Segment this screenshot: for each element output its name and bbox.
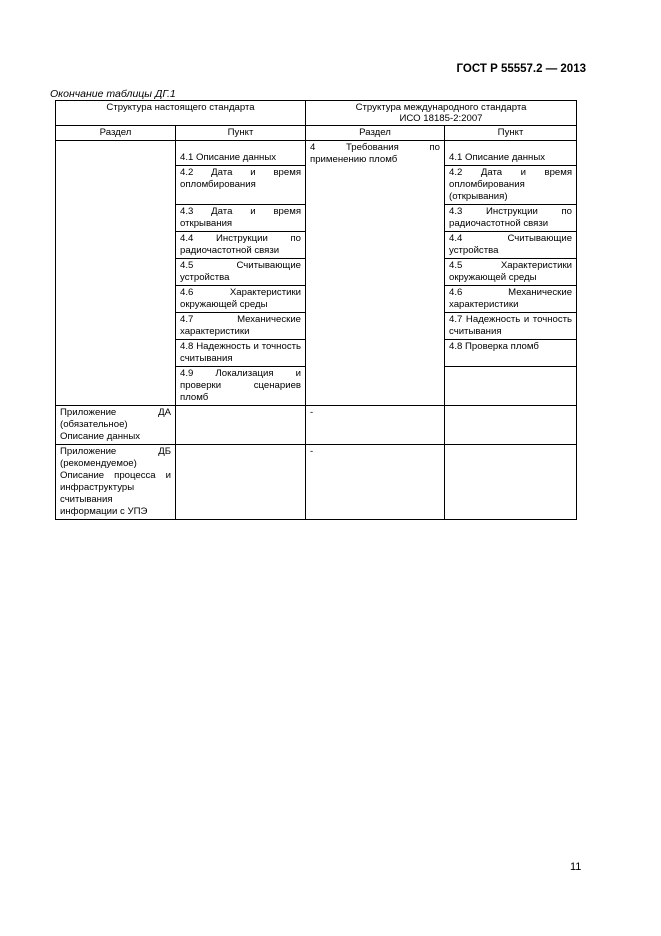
left-clause-4-8: 4.8 Надежность и точность считывания: [176, 340, 306, 367]
left-clause-4-6: 4.6 Характеристики окружающей среды: [176, 286, 306, 313]
annex-da-right-section: -: [306, 406, 445, 445]
clause-right-header: Пункт: [445, 126, 577, 141]
table-row: [56, 445, 577, 520]
table-caption: Окончание таблицы ДГ.1: [50, 88, 176, 100]
left-clause-4-7: 4.7 Механические характеристики: [176, 313, 306, 340]
annex-db-section: Приложение ДБ (рекомендуемое) Описание процесса и инфраструктуры считывания информации с УПЭ: [56, 445, 176, 520]
section-right-header: Раздел: [306, 126, 445, 141]
annex-da-clause-empty: [176, 406, 306, 445]
right-section-4: 4 Требования по применению пломб: [306, 141, 445, 406]
national-structure-header: Структура настоящего стандарта: [56, 101, 306, 126]
correspondence-table: [55, 100, 577, 520]
table-row: [56, 141, 577, 166]
left-clause-4-2: 4.2 Дата и время опломбирования: [176, 166, 306, 205]
right-clause-4-4: 4.4 Считывающие устройства: [445, 232, 577, 259]
right-clause-4-3: 4.3 Инструкции по радиочастотной связи: [445, 205, 577, 232]
left-clause-4-1: 4.1 Описание данных: [176, 141, 306, 166]
right-clause-4-8: 4.8 Проверка пломб: [445, 340, 577, 367]
right-clause-4-2: 4.2 Дата и время опломбирования (открывания): [445, 166, 577, 205]
page-number: 11: [570, 861, 582, 873]
right-clause-4-7: 4.7 Надежность и точность считывания: [445, 313, 577, 340]
annex-da-right-clause-empty: [445, 406, 577, 445]
annex-da-section: Приложение ДА (обязательное) Описание данных: [56, 406, 176, 445]
annex-db-right-clause-empty: [445, 445, 577, 520]
document-code: ГОСТ Р 55557.2 — 2013: [456, 63, 586, 75]
sub-header-row: [56, 126, 577, 141]
left-clause-4-3: 4.3 Дата и время открывания: [176, 205, 306, 232]
annex-db-clause-empty: [176, 445, 306, 520]
left-clause-4-5: 4.5 Считывающие устройства: [176, 259, 306, 286]
table-row: [56, 406, 577, 445]
right-clause-4-5: 4.5 Характеристики окружающей среды: [445, 259, 577, 286]
right-clause-4-6: 4.6 Механические характеристики: [445, 286, 577, 313]
section-left-empty: [56, 141, 176, 406]
international-structure-header: Структура международного стандарта ИСО 18185-2:2007: [306, 101, 577, 126]
clause-left-header: Пункт: [176, 126, 306, 141]
section-left-header: Раздел: [56, 126, 176, 141]
annex-db-right-section: -: [306, 445, 445, 520]
left-clause-4-9: 4.9 Локализация и проверки сценариев пломб: [176, 367, 306, 406]
right-clause-4-1: 4.1 Описание данных: [445, 141, 577, 166]
group-header-row: [56, 101, 577, 126]
right-clause-empty: [445, 367, 577, 406]
left-clause-4-4: 4.4 Инструкции по радиочастотной связи: [176, 232, 306, 259]
